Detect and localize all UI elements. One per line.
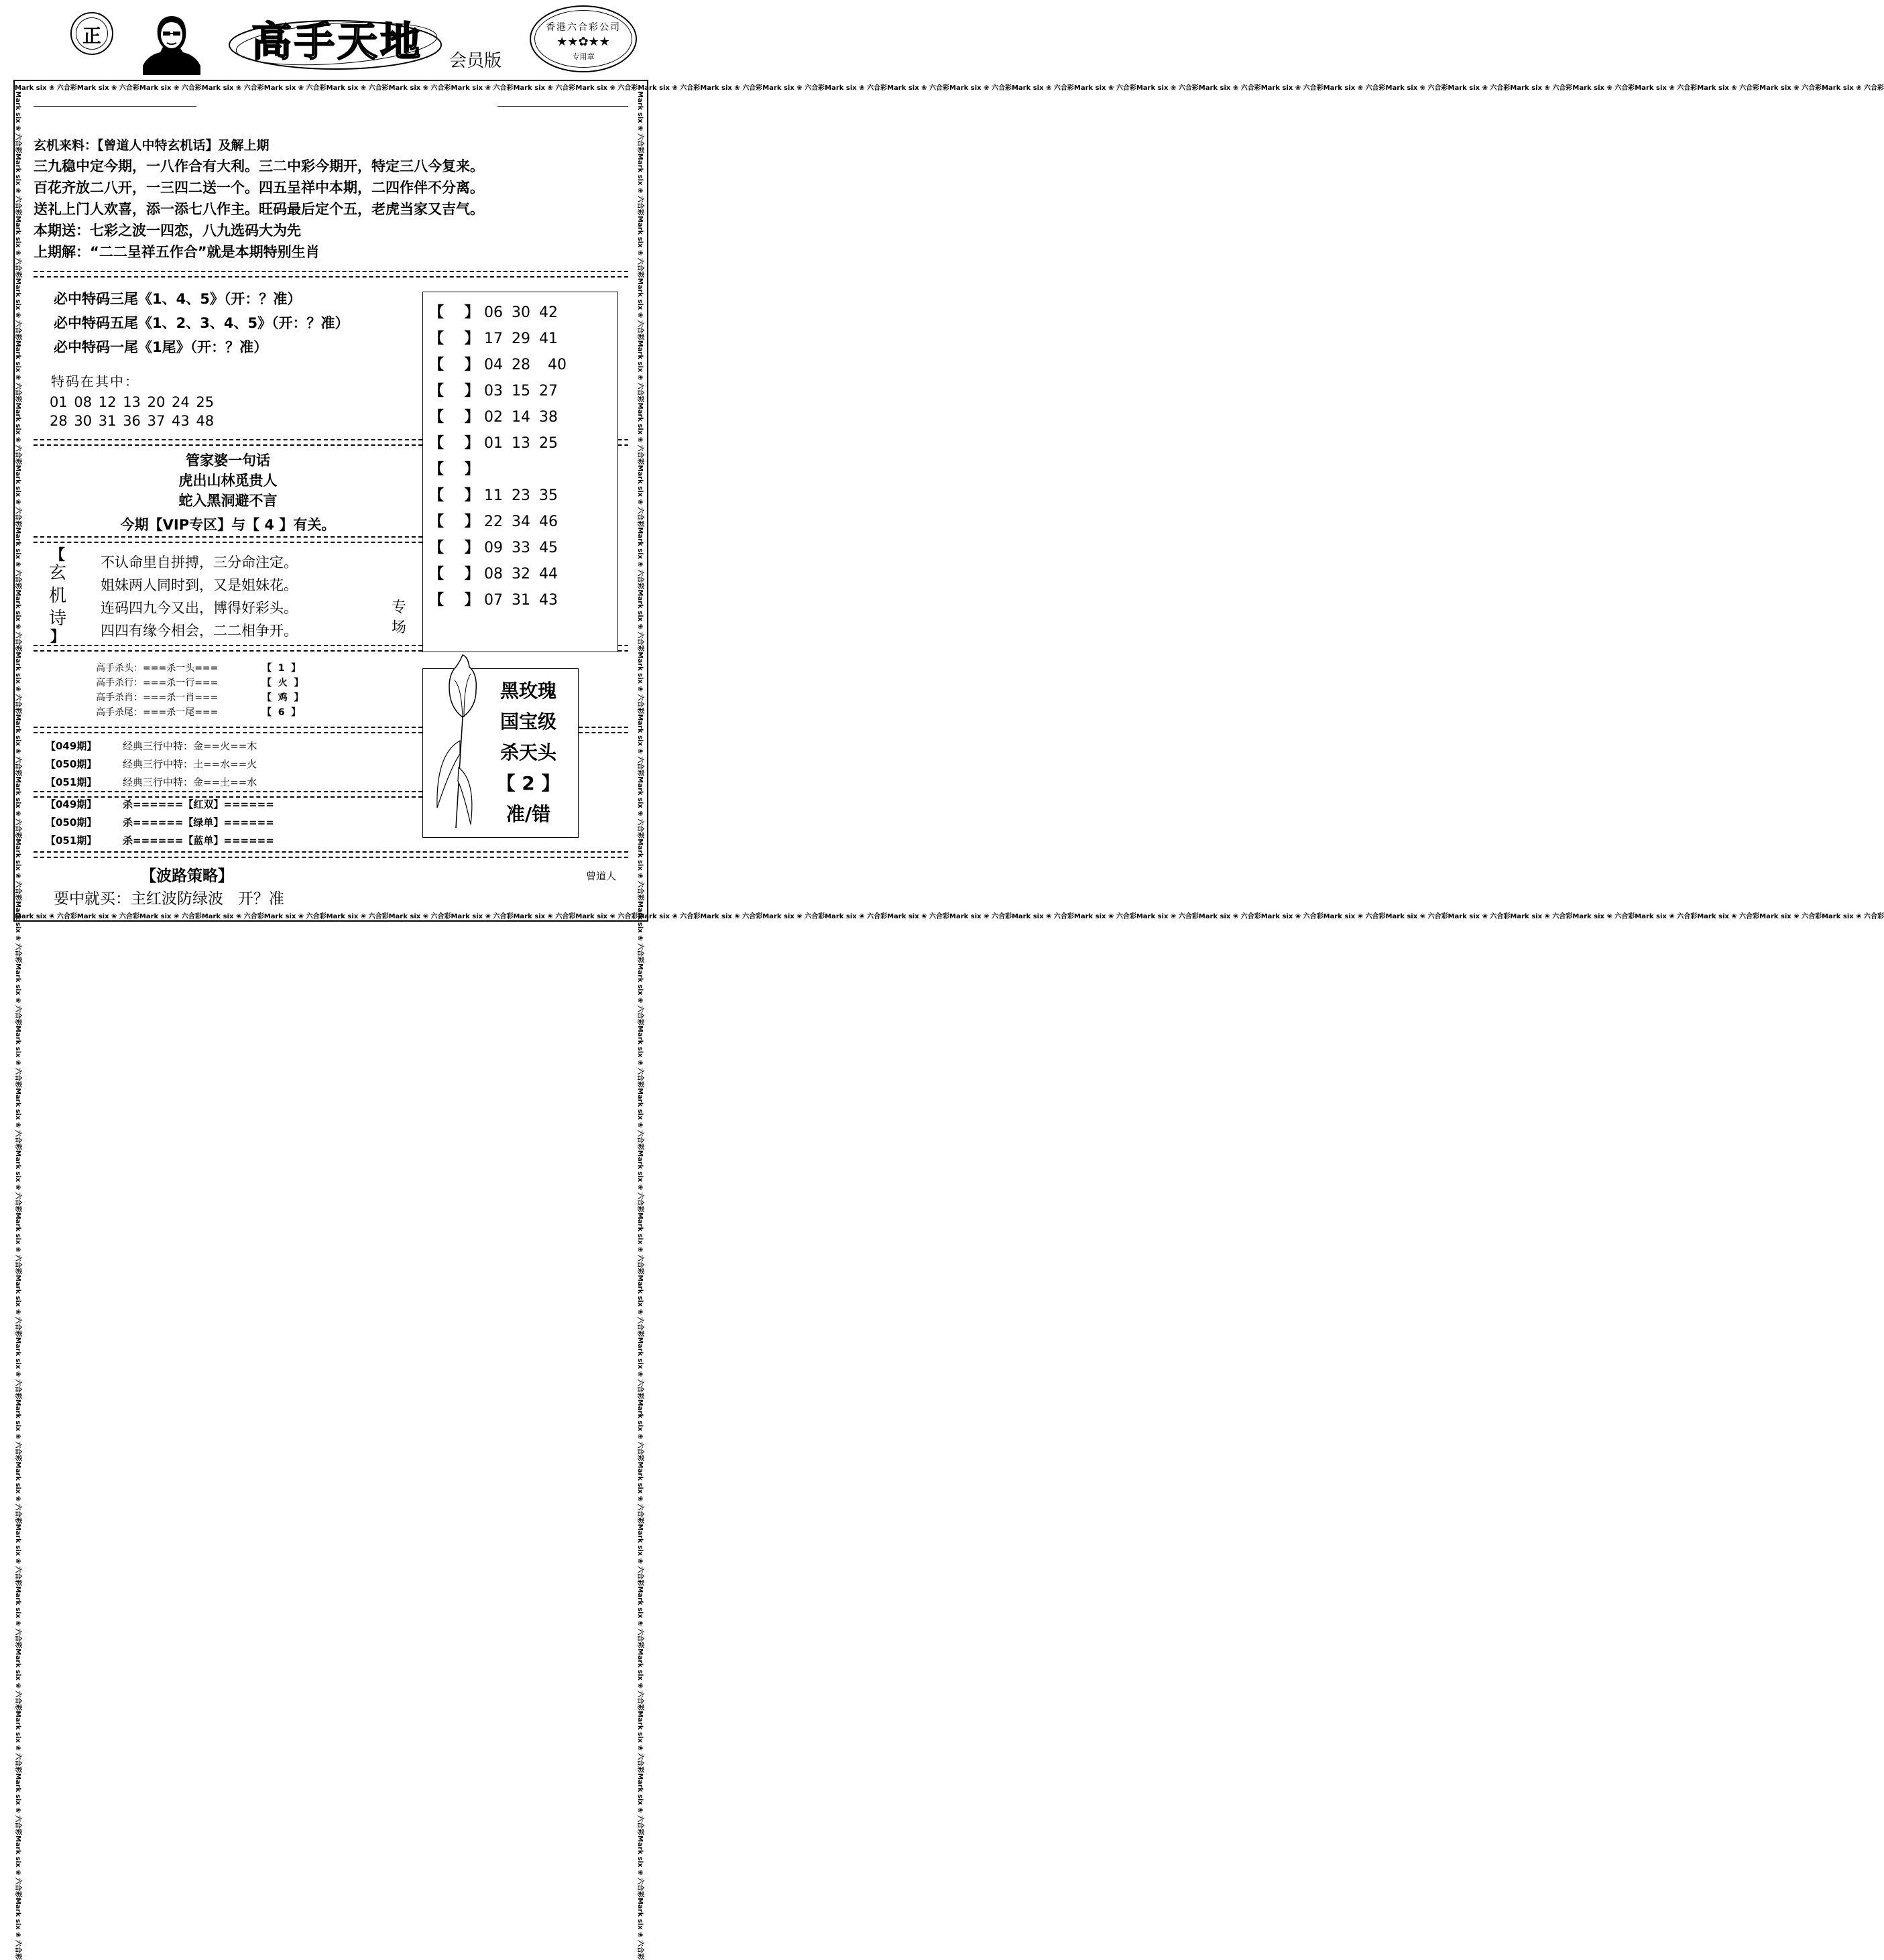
housekeeper-line: 虎出山林觅贵人 bbox=[178, 473, 278, 489]
rose-text bbox=[481, 676, 575, 830]
kill-label: 高手杀行：===杀一行=== bbox=[96, 678, 219, 688]
special-numbers-2: 28 30 31 36 37 43 48 bbox=[50, 413, 215, 429]
special-list-row bbox=[429, 329, 558, 349]
period-label: 【051期】 bbox=[46, 776, 97, 788]
stamp-bottom-text: 专用章 bbox=[572, 52, 595, 61]
stamp-stars: ★★✿★★ bbox=[556, 35, 610, 49]
rose-line: 准/错 bbox=[506, 803, 551, 825]
wave-row bbox=[46, 832, 274, 849]
special-bracket: 【 】 bbox=[429, 357, 479, 373]
special-label: 专 场 bbox=[392, 599, 407, 636]
riddle-line: 送礼上门人欢喜，添一添七八作主。旺码最后定个五，老虎当家又吉气。 bbox=[34, 201, 484, 217]
border-strip-right: Mark six ❀ 六合彩Mark six ❀ 六合彩Mark six ❀ 六合彩Mark six ❀ 六合彩Mark six ❀ 六合彩Mark six ❀ 六合彩Mark six ❀ 六合彩Mark six ❀ 六合彩Mark six ❀ 六合彩Mark six ❀ 六合彩Mark six ❀ 六合彩Mark six ❀ 六合彩Mark six ❀ 六合彩Mark six ❀ 六合彩Mark six ❀ 六合彩Mark six ❀ 六合彩Mark six ❀ 六合彩Mark six ❀ 六合彩Mark six ❀ 六合彩Mark six ❀ 六合彩Mark six ❀ 六合彩Mark six ❀ 六合彩Mark six ❀ 六合彩Mark six ❀ 六合彩Mark six ❀ 六合彩Mark six ❀ 六合彩Mark six ❀ 六合彩Mark six ❀ 六合彩Mark six ❀ 六合彩Mark six ❀ 六合彩 bbox=[636, 91, 644, 1960]
kill-value: 【 鸡 】 bbox=[262, 692, 304, 703]
special-numbers: 08 32 44 bbox=[484, 566, 558, 583]
special-list-row bbox=[429, 381, 558, 402]
element-row bbox=[46, 755, 257, 773]
riddle-line: 三九稳中定今期，一八作合有大利。三二中彩今期开，特定三八今复来。 bbox=[34, 158, 484, 174]
housekeeper-line: 蛇入黑洞避不言 bbox=[178, 493, 278, 509]
rose-line: 杀天头 bbox=[499, 741, 556, 763]
kill-row bbox=[96, 705, 301, 720]
period-label: 【051期】 bbox=[46, 835, 97, 847]
logo-title: 高手天地 bbox=[251, 19, 423, 66]
wave-row bbox=[46, 814, 274, 831]
period-label: 【050期】 bbox=[46, 816, 97, 829]
element-row bbox=[46, 774, 257, 791]
seal-circle bbox=[70, 12, 113, 55]
riddle-lines bbox=[34, 156, 634, 262]
kill-row bbox=[96, 690, 304, 705]
vip-line: 今期【VIP专区】与【 4 】有关。 bbox=[120, 517, 336, 533]
period-label: 【050期】 bbox=[46, 758, 97, 770]
rose-line: 【 2 】 bbox=[496, 772, 561, 794]
divider bbox=[34, 727, 422, 733]
border-strip-top: Mark six ❀ 六合彩Mark six ❀ 六合彩Mark six ❀ 六合彩Mark six ❀ 六合彩Mark six ❀ 六合彩Mark six ❀ 六合彩Mark six ❀ 六合彩Mark six ❀ 六合彩Mark six ❀ 六合彩Mark six ❀ 六合彩Mark six ❀ 六合彩Mark six ❀ 六合彩Mark six ❀ 六合彩Mark six ❀ 六合彩Mark six ❀ 六合彩Mark six ❀ 六合彩Mark six ❀ 六合彩Mark six ❀ 六合彩Mark six ❀ 六合彩Mark six ❀ 六合彩Mark six ❀ 六合彩Mark six ❀ 六合彩Mark six ❀ 六合彩Mark six ❀ 六合彩Mark six ❀ 六合彩Mark six ❀ 六合彩Mark six ❀ 六合彩Mark six ❀ 六合彩Mark six ❀ 六合彩Mark six ❀ 六合彩 bbox=[15, 84, 1884, 92]
kill-value: 【 6 】 bbox=[262, 707, 301, 718]
housekeeper-block bbox=[40, 450, 416, 535]
special-bracket: 【 】 bbox=[429, 487, 479, 504]
header bbox=[0, 0, 662, 79]
divider bbox=[34, 645, 422, 652]
poem-line: 连码四九今又出，博得好彩头。 bbox=[101, 600, 298, 616]
period-text: 杀======【绿单】====== bbox=[123, 816, 274, 829]
riddle-title: 玄机来料：【曾道人中特玄机话】及解上期 bbox=[34, 138, 270, 153]
special-list-row bbox=[429, 303, 558, 323]
divider bbox=[618, 645, 628, 652]
rose-line: 黑玫瑰 bbox=[499, 680, 556, 702]
special-list-row bbox=[429, 434, 558, 454]
period-label: 【049期】 bbox=[46, 740, 97, 752]
special-numbers: 03 15 27 bbox=[484, 383, 558, 400]
special-list-row bbox=[429, 591, 558, 611]
border-strip-left: Mark six ❀ 六合彩Mark six ❀ 六合彩Mark six ❀ 六合彩Mark six ❀ 六合彩Mark six ❀ 六合彩Mark six ❀ 六合彩Mark six ❀ 六合彩Mark six ❀ 六合彩Mark six ❀ 六合彩Mark six ❀ 六合彩Mark six ❀ 六合彩Mark six ❀ 六合彩Mark six ❀ 六合彩Mark six ❀ 六合彩Mark six ❀ 六合彩Mark six ❀ 六合彩Mark six ❀ 六合彩Mark six ❀ 六合彩Mark six ❀ 六合彩Mark six ❀ 六合彩Mark six ❀ 六合彩Mark six ❀ 六合彩Mark six ❀ 六合彩Mark six ❀ 六合彩Mark six ❀ 六合彩Mark six ❀ 六合彩Mark six ❀ 六合彩Mark six ❀ 六合彩Mark six ❀ 六合彩Mark six ❀ 六合彩 bbox=[14, 91, 21, 1960]
period-text: 杀======【蓝单】====== bbox=[123, 835, 274, 847]
special-numbers: 22 34 46 bbox=[484, 513, 558, 530]
special-bracket: 【 】 bbox=[429, 513, 479, 530]
strategy-author: 曾道人 bbox=[586, 870, 617, 882]
special-bracket: 【 】 bbox=[429, 592, 479, 609]
special-numbers: 17 29 41 bbox=[484, 330, 558, 347]
rose-line: 国宝级 bbox=[499, 711, 556, 733]
tail-picks bbox=[54, 287, 422, 359]
special-list-row bbox=[429, 512, 558, 532]
kill-label: 高手杀肖：===杀一肖=== bbox=[96, 692, 219, 703]
divider bbox=[34, 851, 628, 858]
tail-line: 必中特码五尾《1、2、3、4、5》（开：？准） bbox=[54, 315, 349, 331]
period-text: 经典三行中特：金==火==木 bbox=[123, 740, 257, 752]
divider bbox=[34, 271, 628, 278]
divider bbox=[579, 727, 628, 733]
special-in-label: 特码在其中： bbox=[51, 373, 139, 389]
period-text: 经典三行中特：金==土==水 bbox=[123, 776, 257, 788]
special-bracket: 【 】 bbox=[429, 304, 479, 321]
poem-line: 不认命里自拼搏，三分命注定。 bbox=[101, 554, 298, 570]
wave-row bbox=[46, 796, 274, 813]
special-numbers-1: 01 08 12 13 20 24 25 bbox=[50, 394, 215, 410]
riddle-line: 百花齐放二八开，一三四二送一个。四五呈祥中本期，二四作伴不分离。 bbox=[34, 180, 484, 196]
special-bracket: 【 】 bbox=[429, 461, 479, 478]
strategy-title: 【波路策略】 bbox=[141, 867, 233, 885]
special-list-row bbox=[429, 460, 479, 480]
housekeeper-line: 管家婆一句话 bbox=[186, 452, 270, 469]
divider bbox=[34, 439, 422, 446]
top-rule-left bbox=[34, 106, 196, 107]
special-numbers: 11 23 35 bbox=[484, 487, 558, 504]
special-numbers: 07 31 43 bbox=[484, 592, 558, 609]
border-strip-bottom: Mark six ❀ 六合彩Mark six ❀ 六合彩Mark six ❀ 六合彩Mark six ❀ 六合彩Mark six ❀ 六合彩Mark six ❀ 六合彩Mark six ❀ 六合彩Mark six ❀ 六合彩Mark six ❀ 六合彩Mark six ❀ 六合彩Mark six ❀ 六合彩Mark six ❀ 六合彩Mark six ❀ 六合彩Mark six ❀ 六合彩Mark six ❀ 六合彩Mark six ❀ 六合彩Mark six ❀ 六合彩Mark six ❀ 六合彩Mark six ❀ 六合彩Mark six ❀ 六合彩Mark six ❀ 六合彩Mark six ❀ 六合彩Mark six ❀ 六合彩Mark six ❀ 六合彩Mark six ❀ 六合彩Mark six ❀ 六合彩Mark six ❀ 六合彩Mark six ❀ 六合彩Mark six ❀ 六合彩Mark six ❀ 六合彩 bbox=[15, 913, 1884, 920]
riddle-line: 上期解：“二二呈祥五作合”就是本期特别生肖 bbox=[34, 244, 320, 260]
period-label: 【049期】 bbox=[46, 798, 97, 810]
portrait-image bbox=[143, 13, 200, 75]
top-rule-right bbox=[497, 106, 628, 107]
rose-drawing bbox=[429, 654, 489, 835]
special-numbers: 02 14 38 bbox=[484, 409, 558, 426]
kill-value: 【 火 】 bbox=[262, 678, 304, 688]
special-numbers: 01 13 25 bbox=[484, 435, 558, 452]
tail-line: 必中特码一尾《1尾》（开：？准） bbox=[54, 339, 268, 355]
element-row bbox=[46, 737, 257, 755]
kill-label: 高手杀尾：===杀一尾=== bbox=[96, 707, 219, 718]
strategy-text: 要中就买：主红波防绿波 开？准 bbox=[54, 890, 284, 908]
kill-row bbox=[96, 661, 301, 676]
special-list-row bbox=[429, 538, 558, 558]
special-list-row bbox=[429, 408, 558, 428]
poem-line: 四四有缘今相会，二二相争开。 bbox=[101, 623, 298, 639]
kill-label: 高手杀头：===杀一头=== bbox=[96, 663, 219, 674]
divider bbox=[34, 536, 422, 543]
period-text: 杀======【红双】====== bbox=[123, 798, 274, 810]
special-list-row bbox=[429, 355, 567, 375]
special-bracket: 【 】 bbox=[429, 566, 479, 583]
poem-lines bbox=[101, 551, 389, 642]
special-numbers: 04 28 40 bbox=[484, 357, 567, 373]
special-numbers: 09 33 45 bbox=[484, 540, 558, 556]
special-bracket: 【 】 bbox=[429, 540, 479, 556]
special-numbers: 06 30 42 bbox=[484, 304, 558, 321]
special-bracket: 【 】 bbox=[429, 383, 479, 400]
tail-line: 必中特码三尾《1、4、5》（开：？准） bbox=[54, 291, 302, 307]
special-bracket: 【 】 bbox=[429, 435, 479, 452]
special-bracket: 【 】 bbox=[429, 409, 479, 426]
poem-line: 姐妹两人同时到，又是姐妹花。 bbox=[101, 577, 298, 593]
special-bracket: 【 】 bbox=[429, 330, 479, 347]
company-stamp bbox=[530, 5, 637, 72]
special-list-row bbox=[429, 486, 558, 506]
divider bbox=[618, 439, 628, 446]
poem-label: 【 玄 机 诗 】 bbox=[48, 546, 66, 646]
edition-label: 会员版 bbox=[449, 51, 502, 71]
riddle-line: 本期送：七彩之波一四恋，八九选码大为先 bbox=[34, 223, 301, 239]
seal-char: 正 bbox=[82, 25, 101, 47]
special-list-row bbox=[429, 564, 558, 585]
period-text: 经典三行中特：土==水==火 bbox=[123, 758, 257, 770]
kill-value: 【 1 】 bbox=[262, 663, 301, 674]
stamp-top-text: 香港六合彩公司 bbox=[546, 22, 621, 33]
kill-row bbox=[96, 676, 304, 690]
